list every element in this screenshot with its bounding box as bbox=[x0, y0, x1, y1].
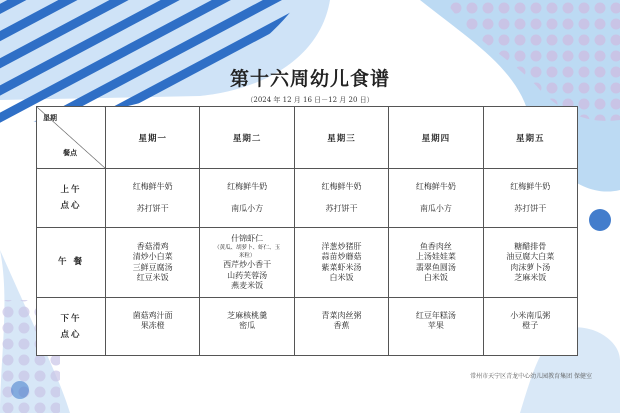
menu-item: 三鲜豆腐汤 bbox=[132, 262, 173, 272]
menu-cell bbox=[294, 298, 388, 356]
menu-item: 什锦虾仁 bbox=[231, 233, 264, 243]
menu-item: 红梅鲜牛奶 bbox=[321, 182, 362, 191]
day-header: 星期一 bbox=[106, 107, 200, 169]
menu-cell bbox=[483, 298, 577, 356]
menu-item: 苹果 bbox=[427, 321, 444, 330]
menu-item: 蒜苗炒蘑菇 bbox=[321, 252, 362, 261]
menu-item: 红梅鲜牛奶 bbox=[510, 182, 551, 191]
menu-item: 燕麦米饭 bbox=[231, 281, 264, 290]
menu-item: 糖醋排骨 bbox=[514, 241, 547, 251]
menu-item: 下午 bbox=[60, 313, 82, 324]
menu-cell bbox=[200, 169, 294, 228]
menu-item: 米粒） bbox=[238, 253, 256, 259]
date-range: （2024 年 12 月 16 日－12 月 20 日） bbox=[246, 96, 374, 104]
menu-item: 青菜肉丝粥 bbox=[321, 310, 362, 320]
corner-label-day: 星期 bbox=[43, 113, 57, 122]
header-row bbox=[37, 107, 578, 169]
table-row bbox=[37, 228, 578, 298]
meal-label bbox=[37, 169, 106, 228]
menu-item: 红梅鲜牛奶 bbox=[132, 182, 173, 191]
page-title: 第十六周幼儿食谱 bbox=[229, 68, 390, 90]
menu-item: 紫菜虾米汤 bbox=[321, 262, 362, 272]
menu-item: 香菇滑鸡 bbox=[136, 241, 169, 251]
menu-item: 上汤娃娃菜 bbox=[415, 252, 456, 261]
menu-item: 西芹炒小香干 bbox=[223, 260, 272, 269]
meal-label bbox=[37, 298, 106, 356]
menu-cell bbox=[294, 169, 388, 228]
menu-item: 山药芙蓉汤 bbox=[227, 270, 268, 280]
menu-item: 红豆年糕汤 bbox=[415, 310, 456, 320]
menu-cell bbox=[200, 228, 294, 298]
corner-label-meal: 餐点 bbox=[63, 148, 77, 157]
menu-cell bbox=[106, 298, 200, 356]
menu-item: 洋葱炒猪肝 bbox=[321, 241, 362, 251]
menu-item: 点心 bbox=[60, 329, 82, 340]
menu-item: 菌菇鸡汁面 bbox=[132, 310, 173, 320]
menu-item: 香蕉 bbox=[333, 321, 350, 330]
menu-cell bbox=[294, 228, 388, 298]
menu-item: 清炒小白菜 bbox=[132, 252, 173, 261]
day-header: 星期三 bbox=[294, 107, 388, 169]
menu-item: 白米饭 bbox=[329, 273, 354, 282]
menu-cell bbox=[389, 169, 483, 228]
meal-label bbox=[37, 228, 106, 298]
day-header: 星期五 bbox=[483, 107, 577, 169]
footer-credit: 常州市天宁区青龙中心幼儿园教育集团 保健室 bbox=[470, 373, 592, 380]
day-header: 星期二 bbox=[200, 107, 294, 169]
menu-item: 红梅鲜牛奶 bbox=[415, 182, 456, 191]
menu-item: 白米饭 bbox=[423, 273, 448, 282]
table-row bbox=[37, 169, 578, 228]
menu-item: 南瓜小方 bbox=[231, 203, 264, 213]
menu-table bbox=[36, 106, 578, 356]
menu-cell bbox=[483, 169, 577, 228]
menu-item: 上午 bbox=[60, 185, 82, 195]
menu-item: 鱼香肉丝 bbox=[419, 241, 452, 251]
corner-cell bbox=[37, 107, 106, 169]
menu-item: 苏打饼干 bbox=[325, 203, 358, 213]
menu-cell bbox=[483, 228, 577, 298]
menu-cell bbox=[106, 228, 200, 298]
menu-item: 南瓜小方 bbox=[419, 203, 452, 213]
menu-item: 点心 bbox=[60, 201, 82, 211]
menu-item: 午 餐 bbox=[58, 257, 84, 268]
menu-item: （黄瓜、胡萝卜、虾仁、玉 bbox=[214, 245, 281, 251]
menu-cell bbox=[389, 298, 483, 356]
menu-item: 芝麻米饭 bbox=[514, 273, 547, 282]
menu-item: 红豆米饭 bbox=[136, 273, 169, 282]
menu-item: 橙子 bbox=[522, 321, 539, 330]
menu-item: 小米南瓜粥 bbox=[510, 310, 551, 320]
menu-item: 密瓜 bbox=[239, 321, 256, 330]
menu-item: 苏打饼干 bbox=[136, 203, 169, 213]
menu-item: 油豆腐大白菜 bbox=[506, 252, 555, 261]
menu-item: 苏打饼干 bbox=[514, 203, 547, 213]
menu-item: 果冻橙 bbox=[140, 321, 165, 330]
menu-item: 红梅鲜牛奶 bbox=[227, 182, 268, 191]
menu-item: 翡翠鱼圆汤 bbox=[415, 262, 456, 272]
table-row bbox=[37, 298, 578, 356]
menu-cell bbox=[200, 298, 294, 356]
menu-item: 芝麻核桃羹 bbox=[227, 310, 268, 320]
day-header: 星期四 bbox=[389, 107, 483, 169]
menu-cell bbox=[389, 228, 483, 298]
menu-item: 肉沫萝卜汤 bbox=[510, 262, 551, 272]
menu-cell bbox=[106, 169, 200, 228]
